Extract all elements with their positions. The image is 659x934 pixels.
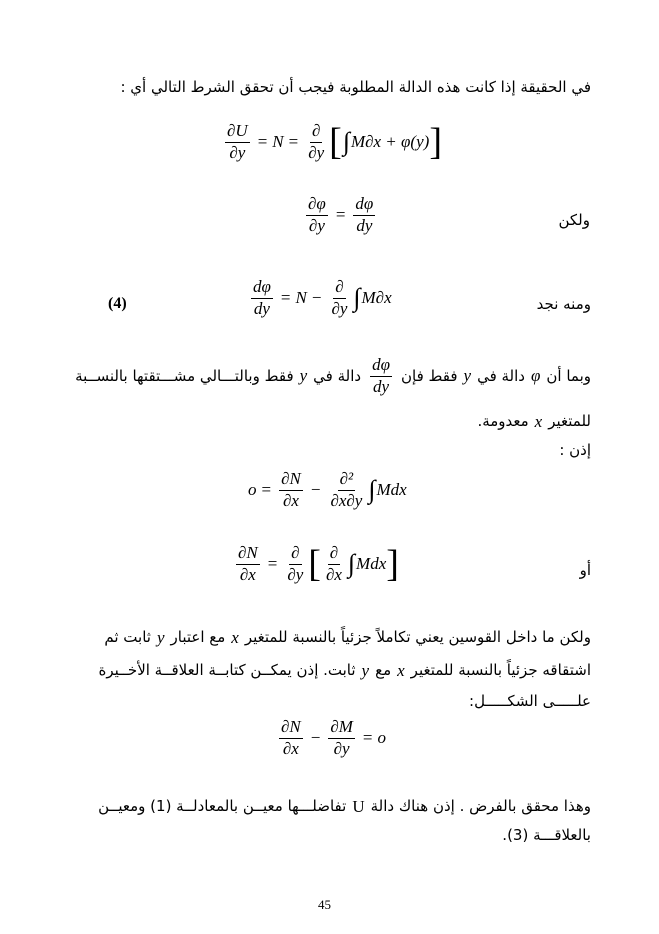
paragraph-variable: للمتغير x معدومة. [477,412,591,431]
paragraph-inside-brackets-line3: علـــــى الشكـــــل: [469,692,591,710]
equation-4: o = $\frac{\partial N}{\partial x}$ − $\frac{\text{∂²}}{\partial x\partial y}$ ∫ Mdx [248,469,407,510]
equation-1: $\frac{\partial U}{\partial y}$ = N = $\frac{\partial}{\partial y}$ [ ∫ M∂x + φ(y) ] [227,121,442,164]
paragraph-conclusion-line2: بالعلاقـــة (3). [502,826,591,844]
page-number: 45 [318,897,331,912]
label-but: ولكن [558,211,590,229]
paragraph-inside-brackets-line2: اشتقاقه جزئياً بالنسبة للمتغير x مع y ثابت. إذن يمكــن كتابــة العلاقــة الأخــيرة [98,661,591,680]
equation-5: $\frac{\partial N}{\partial x}$ = $\frac{\partial}{\partial y}$ [ $\frac{\partial}{\partial x}$ ∫ Mdx ] [238,543,399,586]
label-then: إذن : [559,441,591,459]
equation-2: $\frac{\partial\varphi}{\partial y}$ = $\frac{d\varphi}{dy}$ [308,194,374,235]
equation-3: $\frac{d\varphi}{dy}$ = N − $\frac{\partial}{\partial y}$ ∫ M∂x [253,277,392,318]
paragraph-since: وبما أن φ دالة في y فقط فإن $\frac{d\varphi}{dy}$ دالة في y فقط وبالتـــالي مشـــتقتها بالنســبة [75,355,591,396]
equation-number: (4) [108,295,127,312]
paragraph-inside-brackets-line1: ولكن ما داخل القوسين يعني تكاملاً جزئياً بالنسبة للمتغير x مع اعتبار y ثابت ثم [104,628,591,647]
paragraph-conclusion-line1: وهذا محقق بالفرض . إذن هناك دالة U تفاضلـــها معيــن بالمعادلــة (1) ومعيــن [98,797,591,816]
paragraph-intro: في الحقيقة إذا كانت هذه الدالة المطلوبة فيجب أن تحقق الشرط التالي أي : [120,78,591,96]
label-or: أو [579,561,591,579]
label-hence: ومنه نجد [536,295,591,313]
equation-6: $\frac{\partial N}{\partial x}$ − $\frac{\partial M}{\partial y}$ = o [281,717,386,758]
